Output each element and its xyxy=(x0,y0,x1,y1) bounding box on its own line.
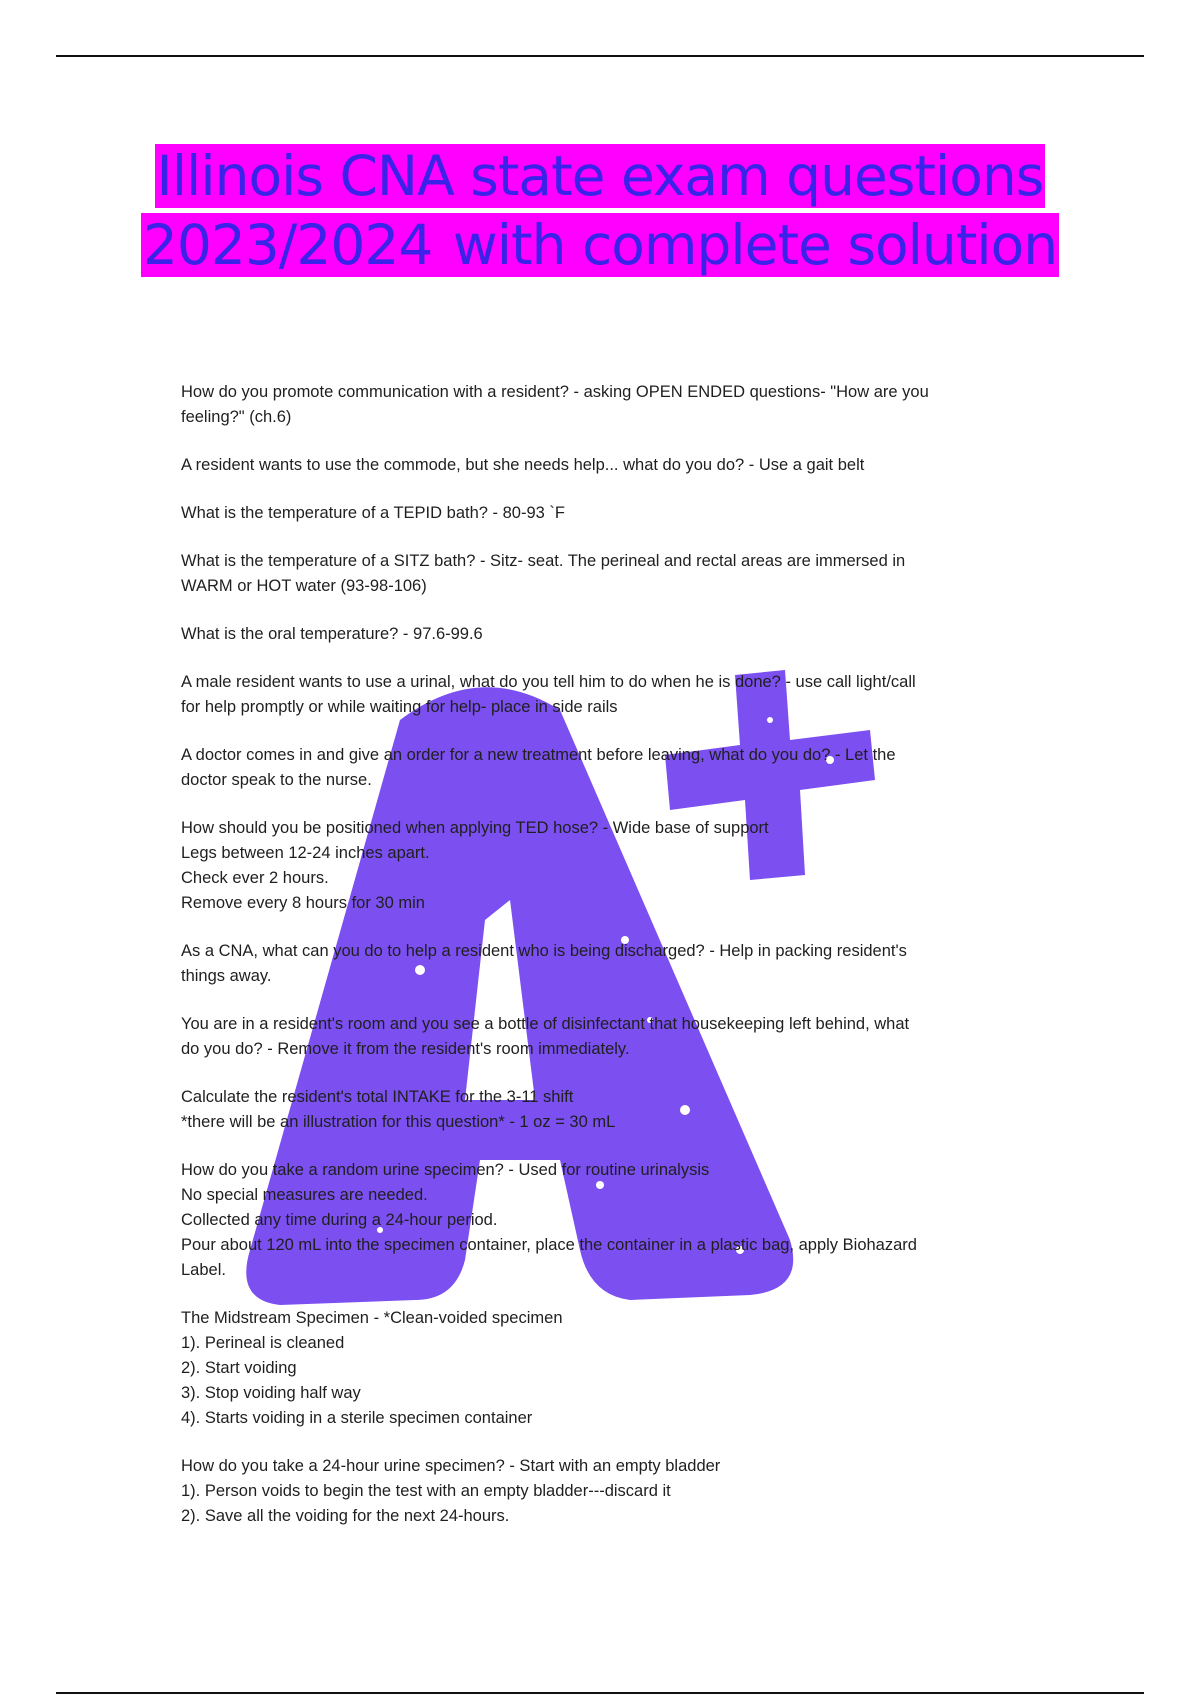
qa-line: How should you be positioned when applying TED hose? - Wide base of support xyxy=(181,819,769,837)
qa-line: What is the temperature of a TEPID bath? - 80-93 `F xyxy=(181,504,565,522)
qa-line: *there will be an illustration for this question* - 1 oz = 30 mL xyxy=(181,1113,616,1131)
qa-line: A doctor comes in and give an order for a new treatment before leaving, what do you do? - Let the xyxy=(181,746,896,764)
qa-item xyxy=(181,670,1021,720)
qa-item xyxy=(181,549,1021,599)
qa-item xyxy=(181,501,1021,526)
qa-line: 2). Start voiding xyxy=(181,1359,297,1377)
qa-line: Collected any time during a 24-hour period. xyxy=(181,1211,498,1229)
document-title xyxy=(0,142,1200,280)
qa-line: for help promptly or while waiting for help- place in side rails xyxy=(181,698,618,716)
qa-line: do you do? - Remove it from the resident's room immediately. xyxy=(181,1040,630,1058)
qa-line: A male resident wants to use a urinal, what do you tell him to do when he is done? - use call light/call xyxy=(181,673,916,691)
qa-item xyxy=(181,816,1021,916)
qa-line: feeling?" (ch.6) xyxy=(181,408,292,426)
qa-line: The Midstream Specimen - *Clean-voided specimen xyxy=(181,1309,563,1327)
title-line-2-year: 2023/2024 xyxy=(142,213,433,277)
qa-line: As a CNA, what can you do to help a resident who is being discharged? - Help in packing resident's xyxy=(181,942,907,960)
qa-line: doctor speak to the nurse. xyxy=(181,771,372,789)
qa-item xyxy=(181,1306,1021,1431)
qa-line: things away. xyxy=(181,967,272,985)
qa-line: Pour about 120 mL into the specimen container, place the container in a plastic bag, apply Biohazard xyxy=(181,1236,917,1254)
qa-line: 4). Starts voiding in a sterile specimen container xyxy=(181,1409,533,1427)
qa-line: How do you take a random urine specimen? - Used for routine urinalysis xyxy=(181,1161,710,1179)
qa-line: Legs between 12-24 inches apart. xyxy=(181,844,430,862)
qa-line: Calculate the resident's total INTAKE for the 3-11 shift xyxy=(181,1088,574,1106)
qa-line: No special measures are needed. xyxy=(181,1186,428,1204)
qa-item xyxy=(181,939,1021,989)
qa-item xyxy=(181,1085,1021,1135)
qa-line: 3). Stop voiding half way xyxy=(181,1384,361,1402)
qa-line: How do you promote communication with a resident? - asking OPEN ENDED questions- "How are you xyxy=(181,383,929,401)
qa-item xyxy=(181,1454,1021,1529)
qa-line: 2). Save all the voiding for the next 24-hours. xyxy=(181,1507,510,1525)
qa-line: What is the oral temperature? - 97.6-99.6 xyxy=(181,625,483,643)
qa-item xyxy=(181,622,1021,647)
qa-item xyxy=(181,1158,1021,1283)
qa-item xyxy=(181,1012,1021,1062)
qa-line: Check ever 2 hours. xyxy=(181,869,329,887)
title-line-2-rest: with complete solution xyxy=(436,213,1058,277)
top-rule xyxy=(56,55,1144,57)
qa-line: You are in a resident's room and you see a bottle of disinfectant that housekeeping left behind, what xyxy=(181,1015,910,1033)
qa-line: Label. xyxy=(181,1261,226,1279)
qa-line: WARM or HOT water (93-98-106) xyxy=(181,577,427,595)
qa-line: Remove every 8 hours for 30 min xyxy=(181,894,425,912)
qa-line: How do you take a 24-hour urine specimen? - Start with an empty bladder xyxy=(181,1457,721,1475)
qa-item xyxy=(181,743,1021,793)
qa-line: 1). Perineal is cleaned xyxy=(181,1334,345,1352)
qa-line: What is the temperature of a SITZ bath? - Sitz- seat. The perineal and rectal areas are immersed in xyxy=(181,552,906,570)
qa-item xyxy=(181,453,1021,478)
bottom-rule xyxy=(56,1692,1144,1694)
qa-line: 1). Person voids to begin the test with an empty bladder---discard it xyxy=(181,1482,671,1500)
qa-item xyxy=(181,380,1021,430)
title-line-1: Illinois CNA state exam questions xyxy=(156,144,1044,208)
qa-line: A resident wants to use the commode, but she needs help... what do you do? - Use a gait belt xyxy=(181,456,865,474)
qa-list xyxy=(181,380,1021,1552)
